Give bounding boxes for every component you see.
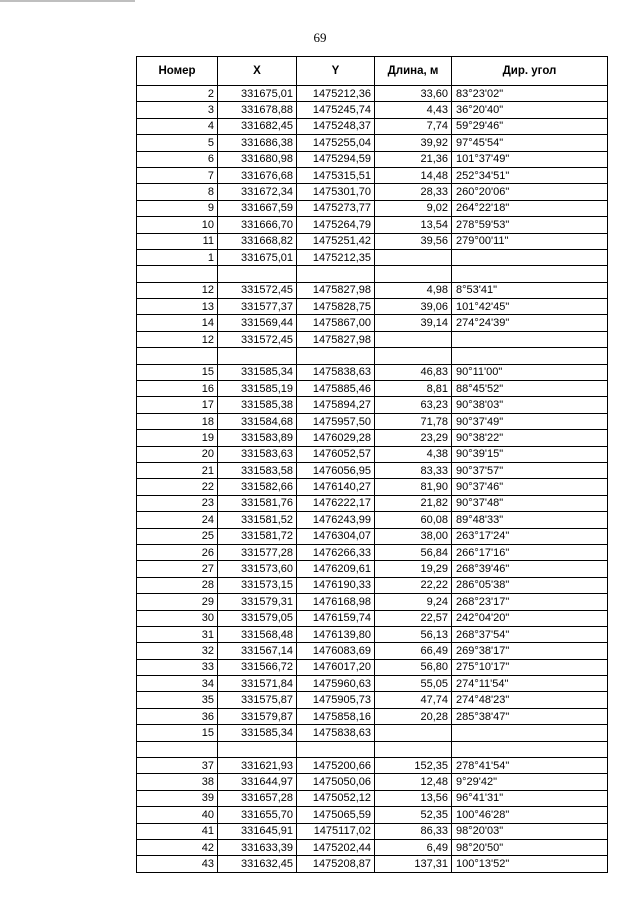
y-coordinate-cell: 1476168,98: [297, 594, 375, 610]
x-coordinate-cell: 331686,38: [218, 135, 297, 151]
x-coordinate-cell: 331672,34: [218, 184, 297, 200]
length-cell: [375, 741, 452, 757]
page-number: 69: [313, 30, 327, 45]
bearing-cell: 83°23'02": [452, 86, 608, 102]
x-coordinate-cell: 331584,68: [218, 413, 297, 429]
y-coordinate-cell: 1475867,00: [297, 315, 375, 331]
point-number-cell: 21: [137, 462, 218, 478]
length-cell: [375, 725, 452, 741]
length-cell: 55,05: [375, 676, 452, 692]
bearing-cell: 101°37'49": [452, 151, 608, 167]
length-cell: 7,74: [375, 118, 452, 134]
bearing-cell: 90°37'46": [452, 479, 608, 495]
x-coordinate-cell: 331644,97: [218, 774, 297, 790]
x-coordinate-cell: 331645,91: [218, 823, 297, 839]
length-cell: [375, 348, 452, 364]
bearing-cell: 8°53'41": [452, 282, 608, 298]
x-coordinate-cell: 331573,60: [218, 561, 297, 577]
table-row: [137, 594, 608, 610]
y-coordinate-cell: 1475273,77: [297, 200, 375, 216]
point-number-cell: 17: [137, 397, 218, 413]
x-coordinate-cell: 331675,01: [218, 249, 297, 265]
bearing-cell: 100°13'52": [452, 856, 608, 872]
x-coordinate-cell: 331572,45: [218, 282, 297, 298]
point-number-cell: 22: [137, 479, 218, 495]
bearing-cell: 264°22'18": [452, 200, 608, 216]
bearing-cell: 278°59'53": [452, 217, 608, 233]
y-coordinate-cell: 1475264,79: [297, 217, 375, 233]
bearing-cell: 268°37'54": [452, 626, 608, 642]
table-row: [137, 118, 608, 134]
point-number-cell: 11: [137, 233, 218, 249]
x-coordinate-cell: [218, 348, 297, 364]
point-number-cell: 5: [137, 135, 218, 151]
length-cell: 56,13: [375, 626, 452, 642]
point-number-cell: 40: [137, 807, 218, 823]
point-number-cell: 16: [137, 381, 218, 397]
table-body: [137, 86, 608, 873]
length-cell: 83,33: [375, 462, 452, 478]
bearing-cell: [452, 249, 608, 265]
y-coordinate-cell: [297, 348, 375, 364]
table-row: [137, 348, 608, 364]
y-coordinate-cell: 1475827,98: [297, 331, 375, 347]
table-row: [137, 299, 608, 315]
bearing-cell: 260°20'06": [452, 184, 608, 200]
x-coordinate-cell: 331566,72: [218, 659, 297, 675]
point-number-cell: 38: [137, 774, 218, 790]
y-coordinate-cell: 1475315,51: [297, 167, 375, 183]
length-cell: 8,81: [375, 381, 452, 397]
x-coordinate-cell: [218, 266, 297, 282]
y-coordinate-cell: 1475894,27: [297, 397, 375, 413]
point-number-cell: 23: [137, 495, 218, 511]
y-coordinate-cell: 1476222,17: [297, 495, 375, 511]
x-coordinate-cell: 331581,52: [218, 512, 297, 528]
x-coordinate-cell: 331657,28: [218, 790, 297, 806]
length-cell: 6,49: [375, 839, 452, 855]
length-cell: 33,60: [375, 86, 452, 102]
point-number-cell: 33: [137, 659, 218, 675]
point-number-cell: 9: [137, 200, 218, 216]
point-number-cell: 4: [137, 118, 218, 134]
point-number-cell: 14: [137, 315, 218, 331]
point-number-cell: 3: [137, 102, 218, 118]
point-number-cell: 12: [137, 282, 218, 298]
bearing-cell: [452, 266, 608, 282]
bearing-cell: 252°34'51": [452, 167, 608, 183]
point-number-cell: 19: [137, 430, 218, 446]
bearing-cell: 274°24'39": [452, 315, 608, 331]
point-number-cell: 28: [137, 577, 218, 593]
y-coordinate-cell: 1476052,57: [297, 446, 375, 462]
bearing-cell: 97°45'54": [452, 135, 608, 151]
x-coordinate-cell: 331655,70: [218, 807, 297, 823]
length-cell: 52,35: [375, 807, 452, 823]
table-row: [137, 184, 608, 200]
x-coordinate-cell: 331579,05: [218, 610, 297, 626]
point-number-cell: 32: [137, 643, 218, 659]
bearing-cell: 90°38'22": [452, 430, 608, 446]
y-coordinate-cell: 1476029,28: [297, 430, 375, 446]
point-number-cell: 26: [137, 544, 218, 560]
bearing-cell: 286°05'38": [452, 577, 608, 593]
length-cell: 20,28: [375, 708, 452, 724]
point-number-cell: 29: [137, 594, 218, 610]
bearing-cell: 285°38'47": [452, 708, 608, 724]
y-coordinate-cell: 1476190,33: [297, 577, 375, 593]
point-number-cell: [137, 348, 218, 364]
bearing-cell: 263°17'24": [452, 528, 608, 544]
table-row: [137, 282, 608, 298]
column-header-x: X: [218, 57, 297, 86]
table-row: [137, 741, 608, 757]
table-row: [137, 135, 608, 151]
point-number-cell: 10: [137, 217, 218, 233]
table-header-row: [137, 57, 608, 86]
table-row: [137, 774, 608, 790]
table-row: [137, 364, 608, 380]
x-coordinate-cell: 331585,34: [218, 364, 297, 380]
table-row: [137, 626, 608, 642]
length-cell: 60,08: [375, 512, 452, 528]
y-coordinate-cell: 1475960,63: [297, 676, 375, 692]
table-row: [137, 577, 608, 593]
y-coordinate-cell: 1476017,20: [297, 659, 375, 675]
length-cell: 86,33: [375, 823, 452, 839]
y-coordinate-cell: 1475200,66: [297, 758, 375, 774]
x-coordinate-cell: 331585,38: [218, 397, 297, 413]
bearing-cell: 100°46'28": [452, 807, 608, 823]
bearing-cell: 96°41'31": [452, 790, 608, 806]
column-header-number: Номер: [137, 57, 218, 86]
table-row: [137, 692, 608, 708]
length-cell: 4,43: [375, 102, 452, 118]
column-header-bearing: Дир. угол: [452, 57, 608, 86]
length-cell: 39,06: [375, 299, 452, 315]
table-row: [137, 790, 608, 806]
bearing-cell: 274°48'23": [452, 692, 608, 708]
table-row: [137, 397, 608, 413]
table-row: [137, 544, 608, 560]
table-row: [137, 217, 608, 233]
x-coordinate-cell: 331577,37: [218, 299, 297, 315]
y-coordinate-cell: 1475052,12: [297, 790, 375, 806]
bearing-cell: 90°39'15": [452, 446, 608, 462]
length-cell: 71,78: [375, 413, 452, 429]
y-coordinate-cell: 1476304,07: [297, 528, 375, 544]
point-number-cell: 31: [137, 626, 218, 642]
x-coordinate-cell: 331583,63: [218, 446, 297, 462]
table-row: [137, 610, 608, 626]
point-number-cell: 20: [137, 446, 218, 462]
bearing-cell: 274°11'54": [452, 676, 608, 692]
point-number-cell: 15: [137, 364, 218, 380]
table-row: [137, 331, 608, 347]
length-cell: 38,00: [375, 528, 452, 544]
table-row: [137, 659, 608, 675]
table-row: [137, 758, 608, 774]
x-coordinate-cell: 331585,19: [218, 381, 297, 397]
table-row: [137, 315, 608, 331]
point-number-cell: 13: [137, 299, 218, 315]
y-coordinate-cell: 1475885,46: [297, 381, 375, 397]
length-cell: 152,35: [375, 758, 452, 774]
x-coordinate-cell: 331575,87: [218, 692, 297, 708]
point-number-cell: 39: [137, 790, 218, 806]
length-cell: 137,31: [375, 856, 452, 872]
length-cell: 14,48: [375, 167, 452, 183]
y-coordinate-cell: 1475858,16: [297, 708, 375, 724]
table-row: [137, 823, 608, 839]
y-coordinate-cell: 1476266,33: [297, 544, 375, 560]
length-cell: [375, 331, 452, 347]
length-cell: 47,74: [375, 692, 452, 708]
x-coordinate-cell: 331678,88: [218, 102, 297, 118]
x-coordinate-cell: 331579,87: [218, 708, 297, 724]
x-coordinate-cell: 331680,98: [218, 151, 297, 167]
length-cell: 4,38: [375, 446, 452, 462]
y-coordinate-cell: 1475202,44: [297, 839, 375, 855]
table-row: [137, 561, 608, 577]
bearing-cell: 90°37'49": [452, 413, 608, 429]
y-coordinate-cell: 1475050,06: [297, 774, 375, 790]
table-row: [137, 725, 608, 741]
point-number-cell: 25: [137, 528, 218, 544]
x-coordinate-cell: 331583,58: [218, 462, 297, 478]
y-coordinate-cell: 1476139,80: [297, 626, 375, 642]
y-coordinate-cell: 1475212,36: [297, 86, 375, 102]
x-coordinate-cell: 331676,68: [218, 167, 297, 183]
point-number-cell: 42: [137, 839, 218, 855]
length-cell: 22,22: [375, 577, 452, 593]
x-coordinate-cell: 331667,59: [218, 200, 297, 216]
length-cell: 63,23: [375, 397, 452, 413]
x-coordinate-cell: 331668,82: [218, 233, 297, 249]
bearing-cell: 90°37'48": [452, 495, 608, 511]
table-row: [137, 708, 608, 724]
table-row: [137, 249, 608, 265]
x-coordinate-cell: 331573,15: [218, 577, 297, 593]
point-number-cell: 30: [137, 610, 218, 626]
x-coordinate-cell: 331579,31: [218, 594, 297, 610]
x-coordinate-cell: 331666,70: [218, 217, 297, 233]
y-coordinate-cell: 1475212,35: [297, 249, 375, 265]
y-coordinate-cell: 1475251,42: [297, 233, 375, 249]
bearing-cell: 36°20'40": [452, 102, 608, 118]
y-coordinate-cell: 1475117,02: [297, 823, 375, 839]
point-number-cell: 8: [137, 184, 218, 200]
point-number-cell: 34: [137, 676, 218, 692]
y-coordinate-cell: [297, 741, 375, 757]
y-coordinate-cell: 1475294,59: [297, 151, 375, 167]
length-cell: 28,33: [375, 184, 452, 200]
length-cell: 13,56: [375, 790, 452, 806]
x-coordinate-cell: 331567,14: [218, 643, 297, 659]
bearing-cell: 98°20'50": [452, 839, 608, 855]
column-header-length: Длина, м: [375, 57, 452, 86]
x-coordinate-cell: 331585,34: [218, 725, 297, 741]
bearing-cell: 98°20'03": [452, 823, 608, 839]
bearing-cell: 90°38'03": [452, 397, 608, 413]
table-row: [137, 167, 608, 183]
point-number-cell: 7: [137, 167, 218, 183]
length-cell: 46,83: [375, 364, 452, 380]
bearing-cell: 275°10'17": [452, 659, 608, 675]
bearing-cell: 88°45'52": [452, 381, 608, 397]
length-cell: 81,90: [375, 479, 452, 495]
point-number-cell: 18: [137, 413, 218, 429]
length-cell: 56,80: [375, 659, 452, 675]
bearing-cell: 242°04'20": [452, 610, 608, 626]
point-number-cell: 2: [137, 86, 218, 102]
y-coordinate-cell: 1475838,63: [297, 725, 375, 741]
table-row: [137, 86, 608, 102]
length-cell: [375, 249, 452, 265]
point-number-cell: 41: [137, 823, 218, 839]
bearing-cell: 266°17'16": [452, 544, 608, 560]
length-cell: 66,49: [375, 643, 452, 659]
x-coordinate-cell: 331581,72: [218, 528, 297, 544]
x-coordinate-cell: 331675,01: [218, 86, 297, 102]
table-row: [137, 446, 608, 462]
bearing-cell: 278°41'54": [452, 758, 608, 774]
length-cell: 9,02: [375, 200, 452, 216]
point-number-cell: [137, 266, 218, 282]
x-coordinate-cell: 331572,45: [218, 331, 297, 347]
bearing-cell: 90°37'57": [452, 462, 608, 478]
table-row: [137, 462, 608, 478]
x-coordinate-cell: 331682,45: [218, 118, 297, 134]
y-coordinate-cell: 1475827,98: [297, 282, 375, 298]
column-header-y: Y: [297, 57, 375, 86]
x-coordinate-cell: 331582,66: [218, 479, 297, 495]
bearing-cell: 89°48'33": [452, 512, 608, 528]
y-coordinate-cell: 1476083,69: [297, 643, 375, 659]
point-number-cell: 37: [137, 758, 218, 774]
bearing-cell: [452, 725, 608, 741]
length-cell: 56,84: [375, 544, 452, 560]
point-number-cell: 12: [137, 331, 218, 347]
x-coordinate-cell: [218, 741, 297, 757]
table-row: [137, 839, 608, 855]
y-coordinate-cell: 1475248,37: [297, 118, 375, 134]
point-number-cell: 6: [137, 151, 218, 167]
length-cell: 23,29: [375, 430, 452, 446]
length-cell: 13,54: [375, 217, 452, 233]
x-coordinate-cell: 331569,44: [218, 315, 297, 331]
length-cell: 22,57: [375, 610, 452, 626]
y-coordinate-cell: 1475838,63: [297, 364, 375, 380]
point-number-cell: 15: [137, 725, 218, 741]
table-row: [137, 479, 608, 495]
y-coordinate-cell: 1476140,27: [297, 479, 375, 495]
bearing-cell: 9°29'42": [452, 774, 608, 790]
x-coordinate-cell: 331632,45: [218, 856, 297, 872]
length-cell: 4,98: [375, 282, 452, 298]
length-cell: 39,14: [375, 315, 452, 331]
y-coordinate-cell: 1476159,74: [297, 610, 375, 626]
bearing-cell: 269°38'17": [452, 643, 608, 659]
length-cell: 21,36: [375, 151, 452, 167]
x-coordinate-cell: 331568,48: [218, 626, 297, 642]
x-coordinate-cell: 331633,39: [218, 839, 297, 855]
table-row: [137, 807, 608, 823]
y-coordinate-cell: 1475828,75: [297, 299, 375, 315]
bearing-cell: 268°39'46": [452, 561, 608, 577]
y-coordinate-cell: 1476243,99: [297, 512, 375, 528]
table-row: [137, 856, 608, 872]
y-coordinate-cell: 1476056,95: [297, 462, 375, 478]
length-cell: 39,92: [375, 135, 452, 151]
y-coordinate-cell: 1475065,59: [297, 807, 375, 823]
table-row: [137, 102, 608, 118]
length-cell: 21,82: [375, 495, 452, 511]
x-coordinate-cell: 331583,89: [218, 430, 297, 446]
table-row: [137, 233, 608, 249]
x-coordinate-cell: 331621,93: [218, 758, 297, 774]
y-coordinate-cell: 1475301,70: [297, 184, 375, 200]
x-coordinate-cell: 331571,84: [218, 676, 297, 692]
table-row: [137, 430, 608, 446]
table-row: [137, 528, 608, 544]
bearing-cell: 90°11'00": [452, 364, 608, 380]
x-coordinate-cell: 331577,28: [218, 544, 297, 560]
bearing-cell: [452, 348, 608, 364]
table-row: [137, 200, 608, 216]
bearing-cell: [452, 741, 608, 757]
y-coordinate-cell: 1475255,04: [297, 135, 375, 151]
point-number-cell: 43: [137, 856, 218, 872]
y-coordinate-cell: 1475208,87: [297, 856, 375, 872]
length-cell: 39,56: [375, 233, 452, 249]
y-coordinate-cell: 1475957,50: [297, 413, 375, 429]
length-cell: [375, 266, 452, 282]
table-row: [137, 151, 608, 167]
header-rule: [0, 0, 135, 2]
bearing-cell: 279°00'11": [452, 233, 608, 249]
table-row: [137, 676, 608, 692]
y-coordinate-cell: 1475905,73: [297, 692, 375, 708]
point-number-cell: 36: [137, 708, 218, 724]
point-number-cell: 35: [137, 692, 218, 708]
table-row: [137, 413, 608, 429]
y-coordinate-cell: [297, 266, 375, 282]
length-cell: 9,24: [375, 594, 452, 610]
table-row: [137, 381, 608, 397]
coordinates-table: [136, 56, 608, 873]
table-row: [137, 495, 608, 511]
length-cell: 19,29: [375, 561, 452, 577]
point-number-cell: 24: [137, 512, 218, 528]
bearing-cell: 101°42'45": [452, 299, 608, 315]
bearing-cell: [452, 331, 608, 347]
length-cell: 12,48: [375, 774, 452, 790]
table-row: [137, 643, 608, 659]
y-coordinate-cell: 1475245,74: [297, 102, 375, 118]
x-coordinate-cell: 331581,76: [218, 495, 297, 511]
bearing-cell: 268°23'17": [452, 594, 608, 610]
point-number-cell: 27: [137, 561, 218, 577]
table-row: [137, 266, 608, 282]
bearing-cell: 59°29'46": [452, 118, 608, 134]
point-number-cell: 1: [137, 249, 218, 265]
table-row: [137, 512, 608, 528]
y-coordinate-cell: 1476209,61: [297, 561, 375, 577]
point-number-cell: [137, 741, 218, 757]
